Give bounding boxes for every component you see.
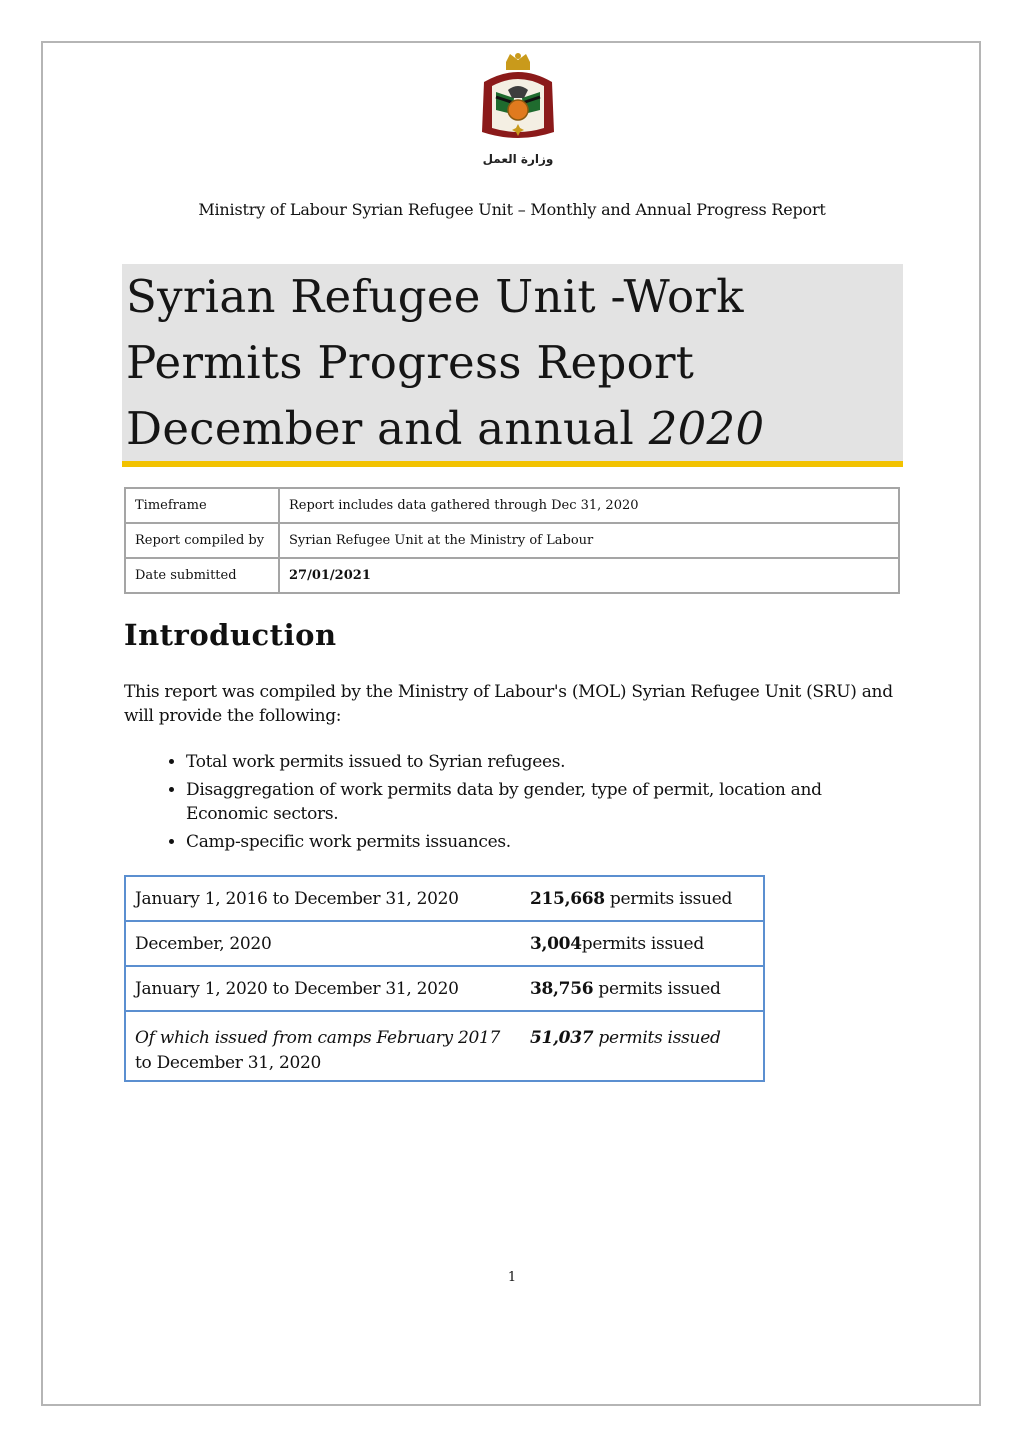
timeframe-label: Timeframe [125,488,279,523]
permits-cell [521,966,764,1011]
title-year: 2020 [648,402,765,455]
timeframe-value: Report includes data gathered through Dec 31, 2020 [279,488,899,523]
introduction-bullet-list [124,750,844,858]
permits-suffix: permits issued [604,888,733,909]
introduction-heading: Introduction [124,618,337,652]
permits-cell [521,1011,764,1081]
coat-of-arms-icon [474,52,562,148]
table-row [125,966,764,1011]
page-number: 1 [507,1270,517,1285]
period-cell: January 1, 2020 to December 31, 2020 [125,966,521,1011]
ministry-arabic-name: وزارة العمل [482,152,554,166]
period-cell: December, 2020 [125,921,521,966]
period-rest: to December 31, 2020 [135,1053,322,1073]
compiled-by-value: Syrian Refugee Unit at the Ministry of Labour [279,523,899,558]
permits-count: 38,756 [530,978,594,999]
permits-suffix: permits issued [593,978,721,999]
list-item: • Disaggregation of work permits data by gender, type of permit, location and Economic sectors. [186,778,844,826]
permits-count: 3,004 [530,933,582,954]
report-title [126,264,764,462]
table-row [125,558,899,593]
table-row [125,921,764,966]
date-submitted-value: 27/01/2021 [279,558,899,593]
title-line-1: Syrian Refugee Unit -Work [126,270,744,323]
table-row [125,488,899,523]
title-line-3-text: December and annual [126,402,649,455]
table-row [125,876,764,921]
date-submitted-label: Date submitted [125,558,279,593]
period-cell: January 1, 2016 to December 31, 2020 [125,876,521,921]
permits-suffix: permits issued [581,933,704,954]
permits-count: 51,037 [530,1028,594,1048]
title-banner [122,264,903,467]
title-line-2: Permits Progress Report [126,336,695,389]
permits-count: 215,668 [530,888,605,909]
permits-suffix: permits issued [593,1028,721,1048]
period-italic: Of which issued from camps February 2017 [135,1028,501,1048]
permits-cell [521,876,764,921]
permits-cell [521,921,764,966]
permits-summary-table [124,875,765,1082]
report-metadata-table [124,487,900,594]
introduction-paragraph: This report was compiled by the Ministry of Labour's (MOL) Syrian Refugee Unit (SRU) and will provide the following: [124,682,893,726]
period-cell [125,1011,521,1081]
report-header-line: Ministry of Labour Syrian Refugee Unit – Monthly and Annual Progress Report [198,200,826,219]
table-row [125,523,899,558]
table-row [125,1011,764,1081]
ministry-emblem [470,52,566,172]
title-line-3 [126,396,764,462]
compiled-by-label: Report compiled by [125,523,279,558]
list-item: • Camp-specific work permits issuances. [186,830,844,854]
list-item: • Total work permits issued to Syrian refugees. [186,750,844,774]
